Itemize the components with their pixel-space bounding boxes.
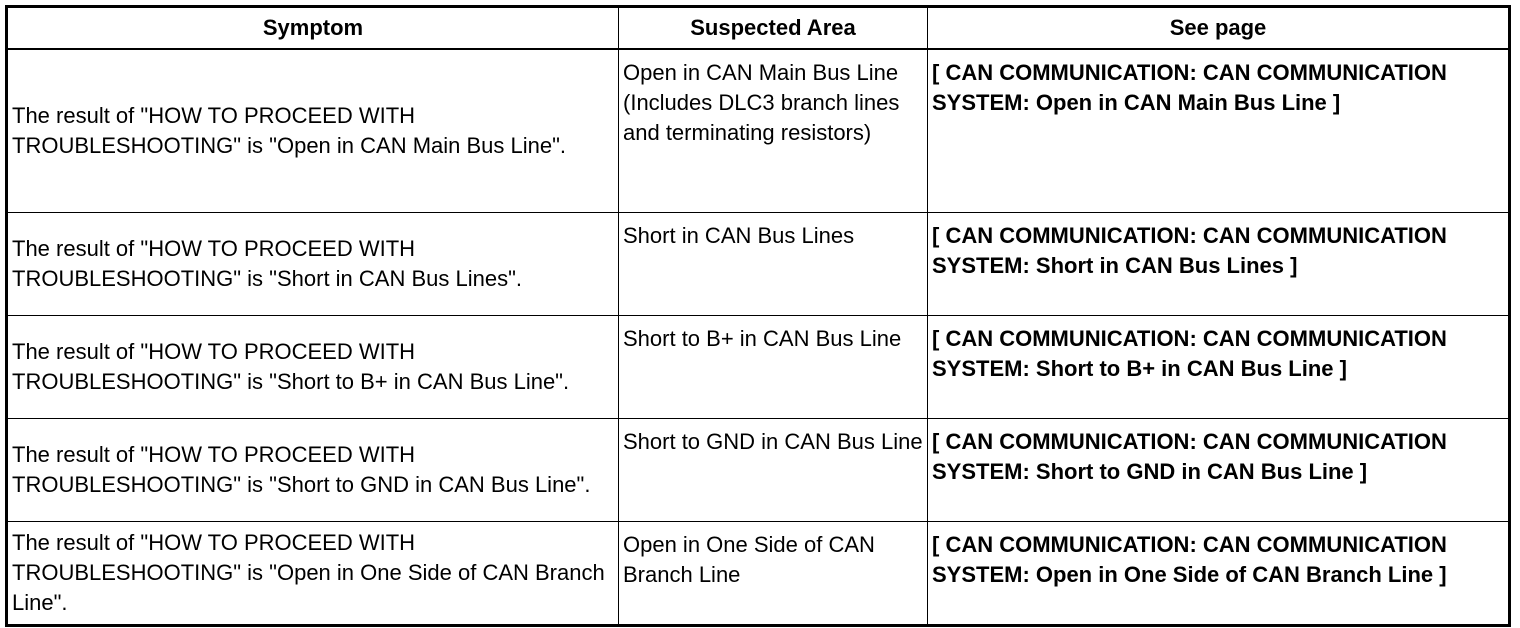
suspected-area-cell: Short to B+ in CAN Bus Line <box>619 316 928 419</box>
see-page-link[interactable]: [ CAN COMMUNICATION: CAN COMMUNICATION SYSTEM: Open in CAN Main Bus Line ] <box>928 49 1510 213</box>
suspected-area-text: Open in CAN Main Bus Line <box>623 60 899 85</box>
table-row <box>7 213 1510 316</box>
see-page-link[interactable]: [ CAN COMMUNICATION: CAN COMMUNICATION SYSTEM: Short to B+ in CAN Bus Line ] <box>928 316 1510 419</box>
symptom-cell: The result of "HOW TO PROCEED WITH TROUBLESHOOTING" is "Open in CAN Main Bus Line". <box>7 49 619 213</box>
see-page-link[interactable]: [ CAN COMMUNICATION: CAN COMMUNICATION SYSTEM: Open in One Side of CAN Branch Line ] <box>928 522 1510 626</box>
symptom-cell: The result of "HOW TO PROCEED WITH TROUBLESHOOTING" is "Open in One Side of CAN Branch Line". <box>7 522 619 626</box>
table-row <box>7 522 1510 626</box>
suspected-area-cell: Short to GND in CAN Bus Line <box>619 419 928 522</box>
table-header-row <box>7 7 1510 50</box>
see-page-link[interactable]: [ CAN COMMUNICATION: CAN COMMUNICATION SYSTEM: Short to GND in CAN Bus Line ] <box>928 419 1510 522</box>
symptom-cell: The result of "HOW TO PROCEED WITH TROUBLESHOOTING" is "Short to B+ in CAN Bus Line". <box>7 316 619 419</box>
table-row <box>7 316 1510 419</box>
header-see-page: See page <box>928 7 1510 50</box>
symptom-cell: The result of "HOW TO PROCEED WITH TROUBLESHOOTING" is "Short in CAN Bus Lines". <box>7 213 619 316</box>
suspected-area-cell: Short in CAN Bus Lines <box>619 213 928 316</box>
table-row <box>7 49 1510 213</box>
header-symptom: Symptom <box>7 7 619 50</box>
see-page-link[interactable]: [ CAN COMMUNICATION: CAN COMMUNICATION SYSTEM: Short in CAN Bus Lines ] <box>928 213 1510 316</box>
symptom-cell: The result of "HOW TO PROCEED WITH TROUBLESHOOTING" is "Short to GND in CAN Bus Line". <box>7 419 619 522</box>
header-suspected-area: Suspected Area <box>619 7 928 50</box>
troubleshooting-table <box>5 5 1511 627</box>
suspected-area-cell <box>619 49 928 213</box>
suspected-area-cell: Open in One Side of CAN Branch Line <box>619 522 928 626</box>
table-row <box>7 419 1510 522</box>
suspected-area-note: (Includes DLC3 branch lines and terminating resistors) <box>623 90 900 145</box>
